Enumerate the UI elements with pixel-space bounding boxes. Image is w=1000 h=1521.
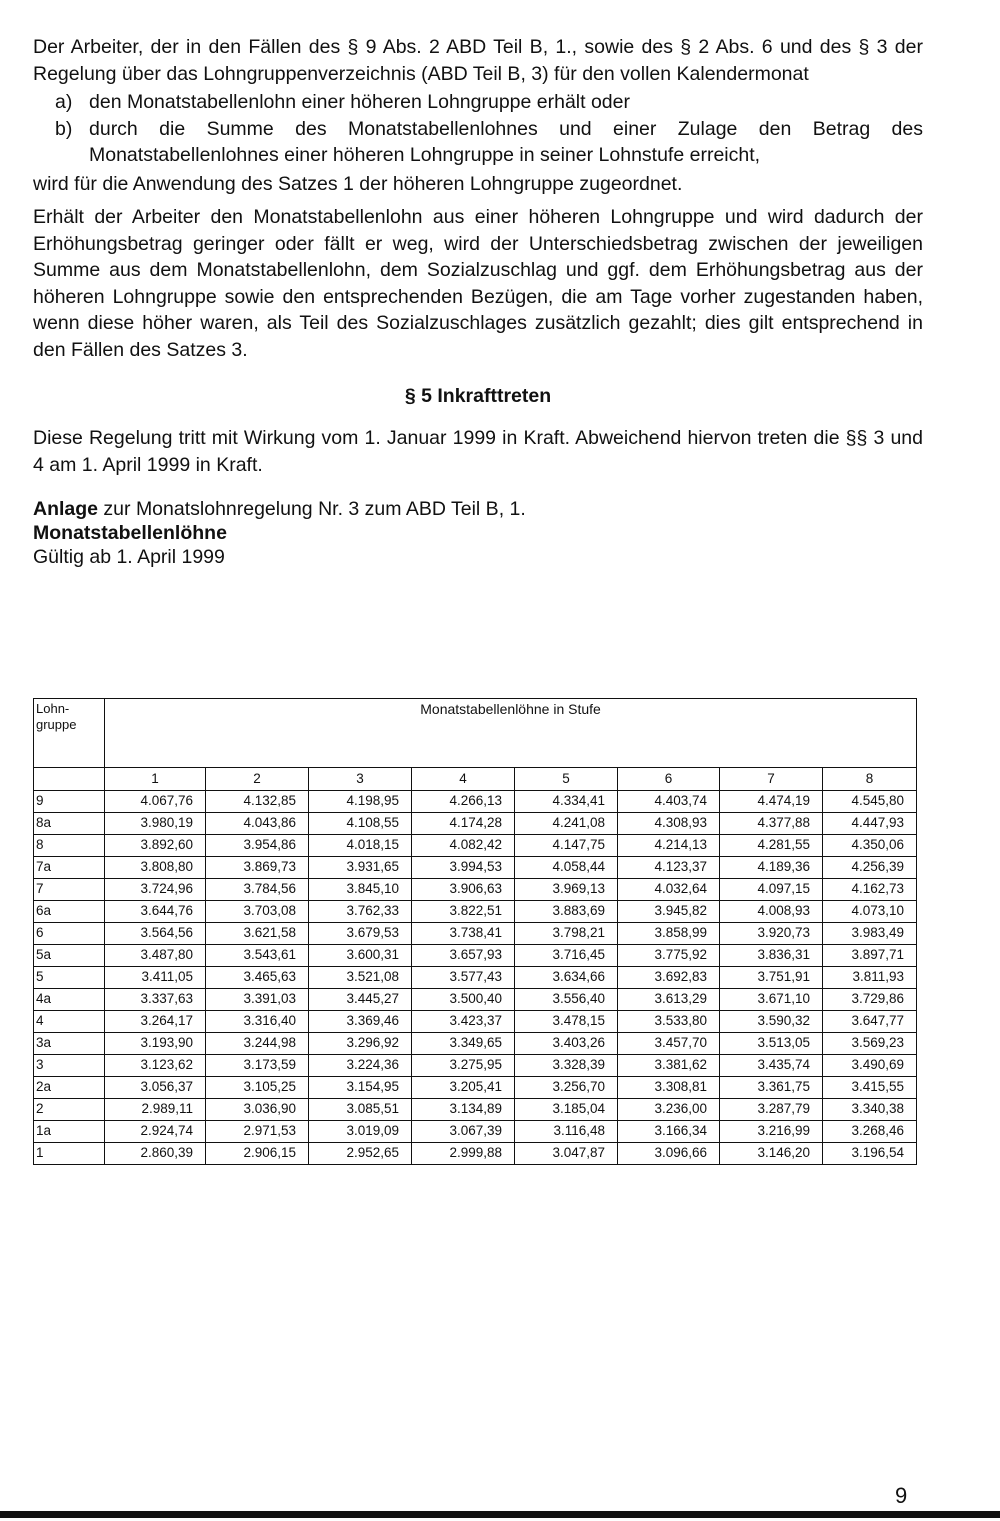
table-row [34, 1033, 917, 1055]
annex-reference: zur Monatslohnregelung Nr. 3 zum ABD Teil B, 1. [98, 498, 526, 520]
table-row [34, 1077, 917, 1099]
wage-cell: 3.500,40 [412, 989, 515, 1011]
table-row [34, 879, 917, 901]
section-heading: § 5 Inkrafttreten [404, 385, 552, 407]
wage-cell: 3.703,08 [206, 901, 309, 923]
wage-cell: 3.224,36 [309, 1055, 412, 1077]
wage-cell: 3.590,32 [720, 1011, 823, 1033]
wage-cell: 2.952,65 [309, 1143, 412, 1165]
wage-cell: 3.116,48 [515, 1121, 618, 1143]
stufe-header: 2 [206, 768, 309, 791]
stufe-header: 6 [618, 768, 720, 791]
stufe-header-row [34, 768, 917, 791]
lohngruppe-cell: 5a [34, 945, 105, 967]
wage-cell: 3.513,05 [720, 1033, 823, 1055]
wage-cell: 3.983,49 [823, 923, 917, 945]
wage-cell: 3.423,37 [412, 1011, 515, 1033]
wage-cell: 3.738,41 [412, 923, 515, 945]
table-row [34, 1011, 917, 1033]
wage-cell: 3.621,58 [206, 923, 309, 945]
stufe-header: 5 [515, 768, 618, 791]
table-row [34, 857, 917, 879]
lohngruppe-cell: 2a [34, 1077, 105, 1099]
wage-cell: 2.924,74 [105, 1121, 206, 1143]
wage-cell: 4.198,95 [309, 791, 412, 813]
wage-cell: 3.275,95 [412, 1055, 515, 1077]
wage-cell: 4.032,64 [618, 879, 720, 901]
wage-cell: 3.435,74 [720, 1055, 823, 1077]
list-item-text: durch die Summe des Monatstabellenlohnes und einer Zulage den Betrag des Monatstabellenlohnes einer höheren Lohngruppe in seiner Lohnstufe erreicht, [89, 117, 923, 166]
wage-cell: 3.236,00 [618, 1099, 720, 1121]
wage-cell: 3.845,10 [309, 879, 412, 901]
wage-cell: 3.328,39 [515, 1055, 618, 1077]
wage-cell: 4.132,85 [206, 791, 309, 813]
list-item [33, 89, 923, 116]
wage-cell: 3.308,81 [618, 1077, 720, 1099]
wage-cell: 3.906,63 [412, 879, 515, 901]
wage-cell: 3.264,17 [105, 1011, 206, 1033]
wage-cell: 4.266,13 [412, 791, 515, 813]
wage-cell: 3.644,76 [105, 901, 206, 923]
lohngruppe-cell: 3 [34, 1055, 105, 1077]
table-row [34, 813, 917, 835]
wage-table [33, 698, 917, 1165]
wage-cell: 3.369,46 [309, 1011, 412, 1033]
wage-cell: 3.216,99 [720, 1121, 823, 1143]
wage-cell: 4.281,55 [720, 835, 823, 857]
wage-cell: 3.105,25 [206, 1077, 309, 1099]
wage-cell: 3.349,65 [412, 1033, 515, 1055]
wage-cell: 3.391,03 [206, 989, 309, 1011]
lohngruppe-cell: 1 [34, 1143, 105, 1165]
wage-cell: 3.897,71 [823, 945, 917, 967]
document-page [33, 34, 923, 569]
wage-cell: 3.798,21 [515, 923, 618, 945]
wage-cell: 3.056,37 [105, 1077, 206, 1099]
wage-cell: 4.308,93 [618, 813, 720, 835]
page-number: 9 [895, 1483, 908, 1508]
table-row [34, 1099, 917, 1121]
lohngruppe-header [34, 699, 105, 768]
annex-title: Monatstabellenlöhne [33, 522, 227, 544]
wage-cell: 4.018,15 [309, 835, 412, 857]
stufe-header-blank [34, 768, 105, 791]
wage-cell: 4.350,06 [823, 835, 917, 857]
list-marker: a) [55, 91, 73, 113]
wage-cell: 4.447,93 [823, 813, 917, 835]
wage-cell: 3.647,77 [823, 1011, 917, 1033]
wage-cell: 4.214,13 [618, 835, 720, 857]
wage-cell: 3.134,89 [412, 1099, 515, 1121]
wage-cell: 4.256,39 [823, 857, 917, 879]
wage-cell: 3.751,91 [720, 967, 823, 989]
wage-cell: 3.657,93 [412, 945, 515, 967]
stufe-header: 8 [823, 768, 917, 791]
table-row [34, 1143, 917, 1165]
wage-cell: 4.008,93 [720, 901, 823, 923]
list-item [33, 116, 923, 169]
wage-cell: 3.205,41 [412, 1077, 515, 1099]
wage-cell: 3.556,40 [515, 989, 618, 1011]
lohngruppe-cell: 7a [34, 857, 105, 879]
wage-cell: 3.634,66 [515, 967, 618, 989]
table-row [34, 989, 917, 1011]
wage-cell: 3.185,04 [515, 1099, 618, 1121]
lohngruppe-cell: 5 [34, 967, 105, 989]
wage-cell: 3.521,08 [309, 967, 412, 989]
wage-cell: 4.334,41 [515, 791, 618, 813]
lohngruppe-cell: 1a [34, 1121, 105, 1143]
table-row [34, 835, 917, 857]
wage-cell: 3.920,73 [720, 923, 823, 945]
lohngruppe-cell: 6a [34, 901, 105, 923]
wage-cell: 4.058,44 [515, 857, 618, 879]
wage-cell: 3.154,95 [309, 1077, 412, 1099]
wage-cell: 4.545,80 [823, 791, 917, 813]
stufe-header: 3 [309, 768, 412, 791]
wage-cell: 3.869,73 [206, 857, 309, 879]
annex-line [33, 497, 923, 521]
wage-cell: 4.082,42 [412, 835, 515, 857]
wage-cell: 4.108,55 [309, 813, 412, 835]
wage-cell: 3.085,51 [309, 1099, 412, 1121]
table-row [34, 791, 917, 813]
wage-cell: 3.287,79 [720, 1099, 823, 1121]
wage-cell: 3.415,55 [823, 1077, 917, 1099]
wage-cell: 3.146,20 [720, 1143, 823, 1165]
lohngruppe-cell: 4a [34, 989, 105, 1011]
wage-cell: 3.931,65 [309, 857, 412, 879]
wage-cell: 3.762,33 [309, 901, 412, 923]
wage-cell: 3.892,60 [105, 835, 206, 857]
paragraph-assignment: wird für die Anwendung des Satzes 1 der höheren Lohngruppe zugeordnet. [33, 172, 683, 195]
lohngruppe-cell: 8a [34, 813, 105, 835]
wage-cell: 3.036,90 [206, 1099, 309, 1121]
wage-cell: 3.858,99 [618, 923, 720, 945]
wage-cell: 3.173,59 [206, 1055, 309, 1077]
wage-cell: 3.340,38 [823, 1099, 917, 1121]
wage-cell: 3.478,15 [515, 1011, 618, 1033]
lohngruppe-cell: 2 [34, 1099, 105, 1121]
wage-cell: 3.166,34 [618, 1121, 720, 1143]
wage-cell: 3.836,31 [720, 945, 823, 967]
wage-cell: 3.487,80 [105, 945, 206, 967]
table-row [34, 1121, 917, 1143]
wage-cell: 4.162,73 [823, 879, 917, 901]
wage-cell: 3.808,80 [105, 857, 206, 879]
wage-cell: 3.883,69 [515, 901, 618, 923]
wage-cell: 3.067,39 [412, 1121, 515, 1143]
wage-cell: 4.174,28 [412, 813, 515, 835]
wage-cell: 3.256,70 [515, 1077, 618, 1099]
wage-cell: 2.860,39 [105, 1143, 206, 1165]
table-row [34, 923, 917, 945]
wage-cell: 3.019,09 [309, 1121, 412, 1143]
stufe-header: 1 [105, 768, 206, 791]
wage-cell: 3.445,27 [309, 989, 412, 1011]
wage-cell: 3.945,82 [618, 901, 720, 923]
lohngruppe-cell: 9 [34, 791, 105, 813]
wage-cell: 3.047,87 [515, 1143, 618, 1165]
wage-cell: 3.296,92 [309, 1033, 412, 1055]
wage-cell: 3.716,45 [515, 945, 618, 967]
paragraph-effective: Diese Regelung tritt mit Wirkung vom 1. Januar 1999 in Kraft. Abweichend hiervon treten die §§ 3 und 4 am 1. April 1999 in Kraft. [33, 427, 923, 476]
wage-cell: 3.613,29 [618, 989, 720, 1011]
wage-cell: 3.671,10 [720, 989, 823, 1011]
lohngruppe-header-text: Lohn-gruppe [36, 701, 77, 732]
table-row [34, 945, 917, 967]
wage-cell: 3.692,83 [618, 967, 720, 989]
wage-cell: 2.999,88 [412, 1143, 515, 1165]
wage-cell: 3.543,61 [206, 945, 309, 967]
table-header-row [34, 699, 917, 768]
wage-cell: 3.969,13 [515, 879, 618, 901]
wage-cell: 3.337,63 [105, 989, 206, 1011]
wage-cell: 4.147,75 [515, 835, 618, 857]
wage-cell: 3.193,90 [105, 1033, 206, 1055]
lohngruppe-cell: 7 [34, 879, 105, 901]
wage-cell: 3.724,96 [105, 879, 206, 901]
wage-cell: 2.971,53 [206, 1121, 309, 1143]
lohngruppe-cell: 6 [34, 923, 105, 945]
wage-cell: 3.268,46 [823, 1121, 917, 1143]
wage-cell: 3.196,54 [823, 1143, 917, 1165]
lohngruppe-cell: 3a [34, 1033, 105, 1055]
table-row [34, 967, 917, 989]
wage-cell: 3.411,05 [105, 967, 206, 989]
wage-cell: 4.123,37 [618, 857, 720, 879]
table-row [34, 901, 917, 923]
wage-cell: 3.564,56 [105, 923, 206, 945]
wage-cell: 3.381,62 [618, 1055, 720, 1077]
wage-cell: 2.906,15 [206, 1143, 309, 1165]
wage-cell: 3.784,56 [206, 879, 309, 901]
wage-cell: 3.457,70 [618, 1033, 720, 1055]
wage-table-container [33, 698, 916, 1165]
wage-cell: 3.316,40 [206, 1011, 309, 1033]
wage-cell: 3.822,51 [412, 901, 515, 923]
paragraph-difference: Erhält der Arbeiter den Monatstabellenlohn aus einer höheren Lohngruppe und wird dadurch der Erhöhungsbetrag geringer oder fällt er weg, wird der Unterschiedsbetrag zwischen der jeweiligen Summe aus dem Monatstabellenlohn, dem Sozialzuschlag und ggf. dem Erhöhungsbetrag aus der höheren Lohngruppe sowie den entsprechenden Bezügen, die am Tage vorher zugestanden haben, wenn diese höher waren, als Teil des Sozialzuschlages zusätzlich gezahlt; dies gilt entsprechend in den Fällen des Satzes 3. [33, 206, 923, 361]
wage-cell: 3.577,43 [412, 967, 515, 989]
lohngruppe-cell: 8 [34, 835, 105, 857]
wage-cell: 3.123,62 [105, 1055, 206, 1077]
stufe-header: 4 [412, 768, 515, 791]
table-row [34, 1055, 917, 1077]
wage-cell: 3.954,86 [206, 835, 309, 857]
wage-cell: 3.465,63 [206, 967, 309, 989]
wage-cell: 4.067,76 [105, 791, 206, 813]
wage-cell: 3.533,80 [618, 1011, 720, 1033]
wage-cell: 3.980,19 [105, 813, 206, 835]
wage-cell: 3.600,31 [309, 945, 412, 967]
wage-cell: 3.679,53 [309, 923, 412, 945]
wage-cell: 3.569,23 [823, 1033, 917, 1055]
wage-cell: 3.244,98 [206, 1033, 309, 1055]
stufe-main-header: Monatstabellenlöhne in Stufe [105, 699, 917, 768]
wage-cell: 4.097,15 [720, 879, 823, 901]
wage-cell: 4.241,08 [515, 813, 618, 835]
list-marker: b) [55, 117, 73, 140]
wage-cell: 3.994,53 [412, 857, 515, 879]
wage-cell: 3.096,66 [618, 1143, 720, 1165]
annex-validity: Gültig ab 1. April 1999 [33, 546, 225, 568]
wage-cell: 3.490,69 [823, 1055, 917, 1077]
stufe-header: 7 [720, 768, 823, 791]
footer-rule [0, 1511, 1000, 1518]
wage-cell: 4.403,74 [618, 791, 720, 813]
wage-cell: 3.361,75 [720, 1077, 823, 1099]
wage-cell: 4.043,86 [206, 813, 309, 835]
wage-cell: 4.377,88 [720, 813, 823, 835]
paragraph-intro: Der Arbeiter, der in den Fällen des § 9 Abs. 2 ABD Teil B, 1., sowie des § 2 Abs. 6 und des § 3 der Regelung über das Lohngruppenverzeichnis (ABD Teil B, 3) für den vollen Kalendermonat [33, 36, 923, 85]
annex-label: Anlage [33, 498, 99, 520]
wage-cell: 4.474,19 [720, 791, 823, 813]
wage-cell: 3.775,92 [618, 945, 720, 967]
list-item-text: den Monatstabellenlohn einer höheren Lohngruppe erhält oder [89, 91, 630, 113]
wage-cell: 3.811,93 [823, 967, 917, 989]
lohngruppe-cell: 4 [34, 1011, 105, 1033]
wage-cell: 4.073,10 [823, 901, 917, 923]
wage-cell: 3.729,86 [823, 989, 917, 1011]
wage-cell: 4.189,36 [720, 857, 823, 879]
wage-cell: 3.403,26 [515, 1033, 618, 1055]
condition-list [33, 89, 923, 169]
wage-cell: 2.989,11 [105, 1099, 206, 1121]
